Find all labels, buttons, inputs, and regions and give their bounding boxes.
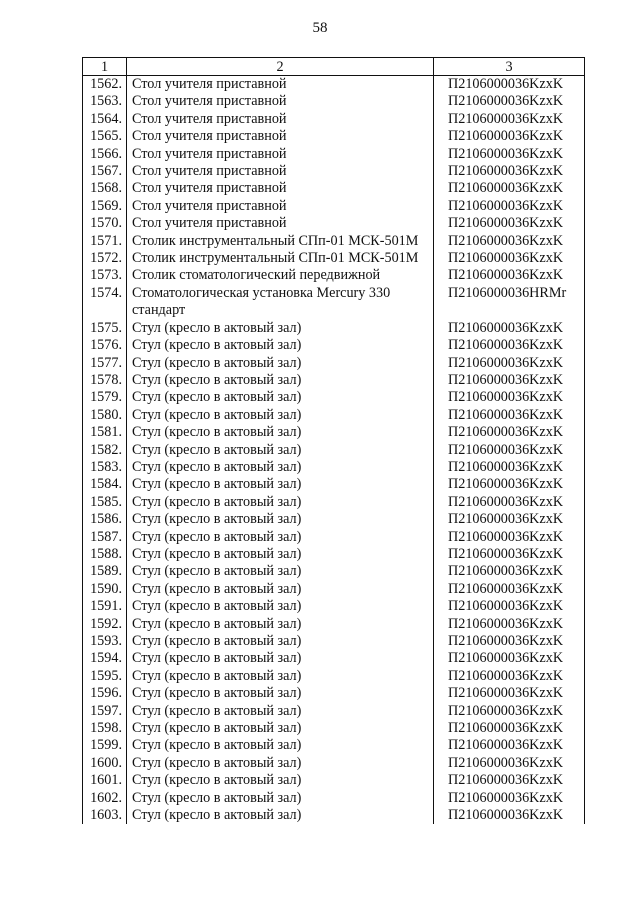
table-row: [83, 355, 585, 372]
table-row: [83, 337, 585, 354]
table-row: [83, 93, 585, 110]
row-number-cell: 1591.: [83, 598, 127, 615]
row-number-cell: 1596.: [83, 685, 127, 702]
row-number-cell: 1576.: [83, 337, 127, 354]
table-row: [83, 790, 585, 807]
table-header: [83, 58, 585, 76]
item-code-cell: П2106000036KzxK: [434, 320, 585, 337]
table-row: [83, 250, 585, 267]
table-row: [83, 720, 585, 737]
item-code-cell: П2106000036KzxK: [434, 250, 585, 267]
item-code-cell: П2106000036KzxK: [434, 737, 585, 754]
item-code-cell: П2106000036KzxK: [434, 494, 585, 511]
item-code-cell: П2106000036KzxK: [434, 720, 585, 737]
row-number-cell: 1598.: [83, 720, 127, 737]
table-row: [83, 476, 585, 493]
item-code-cell: П2106000036KzxK: [434, 807, 585, 824]
row-number-cell: 1586.: [83, 511, 127, 528]
item-name-cell: Стул (кресло в актовый зал): [127, 389, 434, 406]
row-number-cell: 1573.: [83, 267, 127, 284]
table-row: [83, 755, 585, 772]
table-row: [83, 616, 585, 633]
item-code-cell: П2106000036KzxK: [434, 581, 585, 598]
item-name-cell: Стол учителя приставной: [127, 128, 434, 145]
item-name-cell: Стоматологическая установка Mercury 330 стандарт: [127, 285, 434, 320]
row-number-cell: 1582.: [83, 442, 127, 459]
table-row: [83, 494, 585, 511]
item-name-cell: Стул (кресло в актовый зал): [127, 581, 434, 598]
header-col-3: 3: [434, 58, 585, 76]
table-row: [83, 180, 585, 197]
item-name-cell: Стул (кресло в актовый зал): [127, 320, 434, 337]
row-number-cell: 1568.: [83, 180, 127, 197]
item-name-cell: Стул (кресло в актовый зал): [127, 720, 434, 737]
row-number-cell: 1563.: [83, 93, 127, 110]
row-number-cell: 1571.: [83, 233, 127, 250]
table-row: [83, 389, 585, 406]
row-number-cell: 1577.: [83, 355, 127, 372]
item-name-cell: Стул (кресло в актовый зал): [127, 355, 434, 372]
table-row: [83, 598, 585, 615]
table-body: [83, 76, 585, 825]
item-name-cell: Стул (кресло в актовый зал): [127, 407, 434, 424]
table-row: [83, 163, 585, 180]
row-number-cell: 1567.: [83, 163, 127, 180]
item-code-cell: П2106000036KzxK: [434, 476, 585, 493]
item-code-cell: П2106000036KzxK: [434, 146, 585, 163]
table-row: [83, 668, 585, 685]
row-number-cell: 1581.: [83, 424, 127, 441]
item-name-cell: Стул (кресло в актовый зал): [127, 459, 434, 476]
row-number-cell: 1594.: [83, 650, 127, 667]
item-code-cell: П2106000036KzxK: [434, 459, 585, 476]
table-row: [83, 529, 585, 546]
item-name-cell: Стул (кресло в актовый зал): [127, 668, 434, 685]
header-row: [83, 58, 585, 76]
item-code-cell: П2106000036KzxK: [434, 529, 585, 546]
row-number-cell: 1572.: [83, 250, 127, 267]
item-code-cell: П2106000036KzxK: [434, 180, 585, 197]
item-code-cell: П2106000036KzxK: [434, 372, 585, 389]
item-name-cell: Столик стоматологический передвижной: [127, 267, 434, 284]
item-name-cell: Стол учителя приставной: [127, 111, 434, 128]
row-number-cell: 1592.: [83, 616, 127, 633]
item-code-cell: П2106000036KzxK: [434, 650, 585, 667]
item-name-cell: Стул (кресло в актовый зал): [127, 685, 434, 702]
item-name-cell: Стол учителя приставной: [127, 146, 434, 163]
table-row: [83, 76, 585, 94]
item-code-cell: П2106000036KzxK: [434, 546, 585, 563]
item-code-cell: П2106000036KzxK: [434, 772, 585, 789]
table-row: [83, 511, 585, 528]
table-row: [83, 703, 585, 720]
item-code-cell: П2106000036KzxK: [434, 407, 585, 424]
row-number-cell: 1589.: [83, 563, 127, 580]
table-row: [83, 563, 585, 580]
row-number-cell: 1602.: [83, 790, 127, 807]
table-row: [83, 285, 585, 320]
row-number-cell: 1597.: [83, 703, 127, 720]
table-row: [83, 372, 585, 389]
item-name-cell: Стул (кресло в актовый зал): [127, 494, 434, 511]
row-number-cell: 1564.: [83, 111, 127, 128]
table-row: [83, 233, 585, 250]
table-row: [83, 581, 585, 598]
table-row: [83, 407, 585, 424]
item-name-cell: Стул (кресло в актовый зал): [127, 772, 434, 789]
item-name-cell: Стул (кресло в актовый зал): [127, 703, 434, 720]
item-name-cell: Стул (кресло в актовый зал): [127, 633, 434, 650]
item-code-cell: П2106000036KzxK: [434, 76, 585, 94]
table-row: [83, 128, 585, 145]
item-name-cell: Стул (кресло в актовый зал): [127, 755, 434, 772]
item-name-cell: Стул (кресло в актовый зал): [127, 337, 434, 354]
row-number-cell: 1593.: [83, 633, 127, 650]
row-number-cell: 1603.: [83, 807, 127, 824]
item-name-cell: Стул (кресло в актовый зал): [127, 563, 434, 580]
row-number-cell: 1600.: [83, 755, 127, 772]
item-code-cell: П2106000036KzxK: [434, 442, 585, 459]
item-code-cell: П2106000036KzxK: [434, 790, 585, 807]
item-name-cell: Стул (кресло в актовый зал): [127, 616, 434, 633]
row-number-cell: 1580.: [83, 407, 127, 424]
row-number-cell: 1562.: [83, 76, 127, 94]
table-row: [83, 424, 585, 441]
table-row: [83, 772, 585, 789]
item-name-cell: Стул (кресло в актовый зал): [127, 529, 434, 546]
item-code-cell: П2106000036KzxK: [434, 111, 585, 128]
table-row: [83, 111, 585, 128]
row-number-cell: 1587.: [83, 529, 127, 546]
header-col-1: 1: [83, 58, 127, 76]
row-number-cell: 1595.: [83, 668, 127, 685]
item-name-cell: Стол учителя приставной: [127, 93, 434, 110]
item-code-cell: П2106000036KzxK: [434, 93, 585, 110]
item-code-cell: П2106000036KzxK: [434, 668, 585, 685]
table-row: [83, 546, 585, 563]
table-row: [83, 146, 585, 163]
row-number-cell: 1578.: [83, 372, 127, 389]
item-name-cell: Стул (кресло в актовый зал): [127, 737, 434, 754]
item-code-cell: П2106000036KzxK: [434, 511, 585, 528]
item-code-cell: П2106000036KzxK: [434, 163, 585, 180]
row-number-cell: 1584.: [83, 476, 127, 493]
row-number-cell: 1583.: [83, 459, 127, 476]
row-number-cell: 1590.: [83, 581, 127, 598]
table-row: [83, 215, 585, 232]
table-row: [83, 633, 585, 650]
table-row: [83, 807, 585, 824]
item-name-cell: Столик инструментальный СПп-01 МСК-501М: [127, 250, 434, 267]
item-code-cell: П2106000036KzxK: [434, 685, 585, 702]
item-name-cell: Стул (кресло в актовый зал): [127, 476, 434, 493]
inventory-table: [82, 57, 585, 824]
table-row: [83, 442, 585, 459]
item-name-cell: Стол учителя приставной: [127, 163, 434, 180]
item-code-cell: П2106000036KzxK: [434, 755, 585, 772]
row-number-cell: 1601.: [83, 772, 127, 789]
item-code-cell: П2106000036KzxK: [434, 337, 585, 354]
item-name-cell: Стол учителя приставной: [127, 76, 434, 94]
row-number-cell: 1588.: [83, 546, 127, 563]
item-code-cell: П2106000036KzxK: [434, 424, 585, 441]
row-number-cell: 1570.: [83, 215, 127, 232]
item-code-cell: П2106000036KzxK: [434, 703, 585, 720]
page-number: 58: [312, 20, 328, 36]
row-number-cell: 1565.: [83, 128, 127, 145]
item-code-cell: П2106000036KzxK: [434, 215, 585, 232]
item-name-cell: Стул (кресло в актовый зал): [127, 546, 434, 563]
row-number-cell: 1579.: [83, 389, 127, 406]
item-code-cell: П2106000036KzxK: [434, 616, 585, 633]
header-col-2: 2: [127, 58, 434, 76]
item-code-cell: П2106000036KzxK: [434, 233, 585, 250]
table-row: [83, 459, 585, 476]
item-name-cell: Стол учителя приставной: [127, 215, 434, 232]
item-name-cell: Стул (кресло в актовый зал): [127, 511, 434, 528]
table-row: [83, 737, 585, 754]
item-name-cell: Стул (кресло в актовый зал): [127, 807, 434, 824]
item-name-cell: Стол учителя приставной: [127, 198, 434, 215]
item-code-cell: П2106000036KzxK: [434, 355, 585, 372]
item-name-cell: Стул (кресло в актовый зал): [127, 424, 434, 441]
item-name-cell: Стул (кресло в актовый зал): [127, 650, 434, 667]
item-code-cell: П2106000036KzxK: [434, 563, 585, 580]
row-number-cell: 1569.: [83, 198, 127, 215]
table-row: [83, 685, 585, 702]
table-row: [83, 267, 585, 284]
item-code-cell: П2106000036KzxK: [434, 633, 585, 650]
item-name-cell: Стул (кресло в актовый зал): [127, 372, 434, 389]
table-row: [83, 320, 585, 337]
item-name-cell: Стол учителя приставной: [127, 180, 434, 197]
item-code-cell: П2106000036KzxK: [434, 198, 585, 215]
row-number-cell: 1599.: [83, 737, 127, 754]
row-number-cell: 1575.: [83, 320, 127, 337]
row-number-cell: 1585.: [83, 494, 127, 511]
item-name-cell: Стул (кресло в актовый зал): [127, 442, 434, 459]
item-name-cell: Стул (кресло в актовый зал): [127, 598, 434, 615]
row-number-cell: 1566.: [83, 146, 127, 163]
table-row: [83, 650, 585, 667]
item-code-cell: П2106000036KzxK: [434, 128, 585, 145]
table-row: [83, 198, 585, 215]
item-code-cell: П2106000036KzxK: [434, 389, 585, 406]
item-name-cell: Столик инструментальный СПп-01 МСК-501М: [127, 233, 434, 250]
item-name-cell: Стул (кресло в актовый зал): [127, 790, 434, 807]
item-code-cell: П2106000036KzxK: [434, 267, 585, 284]
item-code-cell: П2106000036HRMr: [434, 285, 585, 320]
item-code-cell: П2106000036KzxK: [434, 598, 585, 615]
row-number-cell: 1574.: [83, 285, 127, 320]
